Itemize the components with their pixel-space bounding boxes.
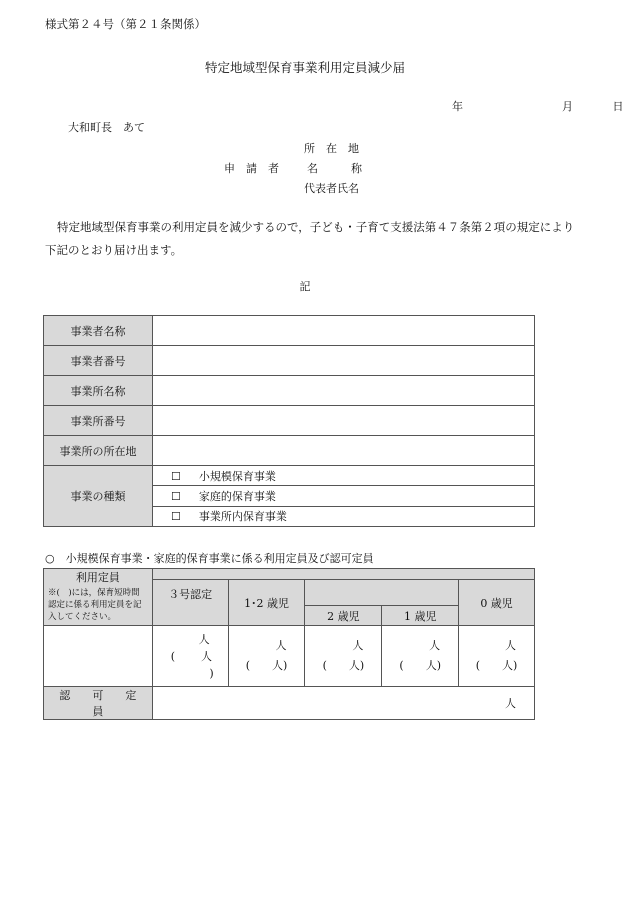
table-row: [44, 466, 535, 486]
person-unit: 人: [198, 632, 210, 646]
business-name-field[interactable]: [153, 316, 535, 346]
age12-header: 1･2 歳児: [228, 580, 305, 626]
age2-count-cell[interactable]: [305, 626, 382, 687]
document-title: 特定地域型保育事業利用定員減少届: [204, 60, 405, 75]
short-time-count: [153, 648, 228, 665]
paren-open: (: [170, 649, 176, 663]
person-unit: 人: [201, 649, 213, 663]
short-time-count: ( 人): [245, 659, 288, 672]
header-band: [152, 569, 534, 580]
date-month: 月: [562, 100, 573, 113]
office-name-field[interactable]: [153, 376, 535, 406]
age1-header: 1 歳児: [382, 606, 459, 626]
business-kind-label: 事業の種類: [44, 466, 153, 527]
person-unit: 人: [352, 639, 364, 652]
business-name-label: 事業者名称: [44, 316, 153, 346]
date-year: 年: [452, 100, 463, 113]
checkbox-icon[interactable]: ☐: [171, 510, 181, 524]
checkbox-icon[interactable]: ☐: [171, 489, 181, 503]
form-number: 様式第２４号（第２１条関係）: [45, 17, 206, 31]
table-row: [44, 376, 535, 406]
capacity-table: [43, 568, 535, 720]
name-label: 名 称: [307, 162, 362, 175]
date-line: [452, 98, 624, 114]
usage-header-cell: [44, 569, 153, 626]
person-unit: 人: [275, 639, 287, 652]
table-row: [44, 406, 535, 436]
office-name-label: 事業所名称: [44, 376, 153, 406]
kind-label: 事業所内保育事業: [198, 510, 287, 524]
usage-label: 利用定員: [75, 571, 120, 584]
business-number-field[interactable]: [153, 346, 535, 376]
office-number-label: 事業所番号: [44, 406, 153, 436]
age0-header: 0 歳児: [459, 580, 535, 626]
kind-option-workplace[interactable]: [153, 506, 535, 526]
table-row: [44, 687, 535, 720]
usage-blank-cell: [44, 626, 153, 687]
age1-count-cell[interactable]: [382, 626, 459, 687]
office-number-field[interactable]: [153, 406, 535, 436]
applicant-label: 申 請 者: [224, 162, 279, 175]
table-row: [44, 569, 535, 580]
business-info-table: [43, 315, 535, 527]
table-row: [44, 436, 535, 466]
age2-header: 2 歳児: [305, 606, 382, 626]
short-time-count: ( 人): [322, 659, 365, 672]
capacity-section-heading: ○ 小規模保育事業・家庭的保育事業に係る利用定員及び認可定員: [45, 552, 374, 565]
table-row: [44, 626, 535, 687]
representative-label: 代表者氏名: [304, 182, 359, 195]
table-row: [44, 346, 535, 376]
approved-capacity-label: 認 可 定 員: [44, 687, 153, 720]
person-unit: 人: [505, 639, 516, 652]
addressee: 大和町長 あて: [68, 121, 145, 134]
person-unit: 人: [505, 697, 516, 710]
paren-close: ): [209, 666, 214, 680]
kind-option-small[interactable]: [153, 466, 535, 486]
usage-note: ※( )には，保育短時間認定に係る利用定員を記入してください。: [48, 588, 142, 622]
short-time-count: ( 人): [399, 659, 442, 672]
age-group-band: [305, 580, 459, 606]
office-address-field[interactable]: [153, 436, 535, 466]
kind-option-home[interactable]: [153, 486, 535, 506]
kind-label: 家庭的保育事業: [198, 489, 276, 503]
location-label: 所 在 地: [304, 142, 359, 155]
person-unit: 人: [429, 639, 441, 652]
business-number-label: 事業者番号: [44, 346, 153, 376]
age12-count-cell[interactable]: [228, 626, 305, 687]
office-address-label: 事業所の所在地: [44, 436, 153, 466]
kind-label: 小規模保育事業: [198, 469, 276, 483]
cert3-count-cell[interactable]: [152, 626, 228, 687]
ki-heading: 記: [299, 280, 311, 293]
approved-capacity-field[interactable]: [152, 687, 534, 720]
date-day: 日: [612, 100, 624, 113]
short-time-count: ( 人): [475, 659, 518, 672]
cert3-header: ３号認定: [152, 580, 228, 626]
body-text: 特定地域型保育事業の利用定員を減少するので，子ども・子育て支援法第４７条第２項の規定により下記のとおり届け出ます。: [45, 220, 575, 257]
checkbox-icon[interactable]: ☐: [171, 469, 181, 483]
age0-count-cell[interactable]: [459, 626, 535, 687]
table-row: [44, 316, 535, 346]
